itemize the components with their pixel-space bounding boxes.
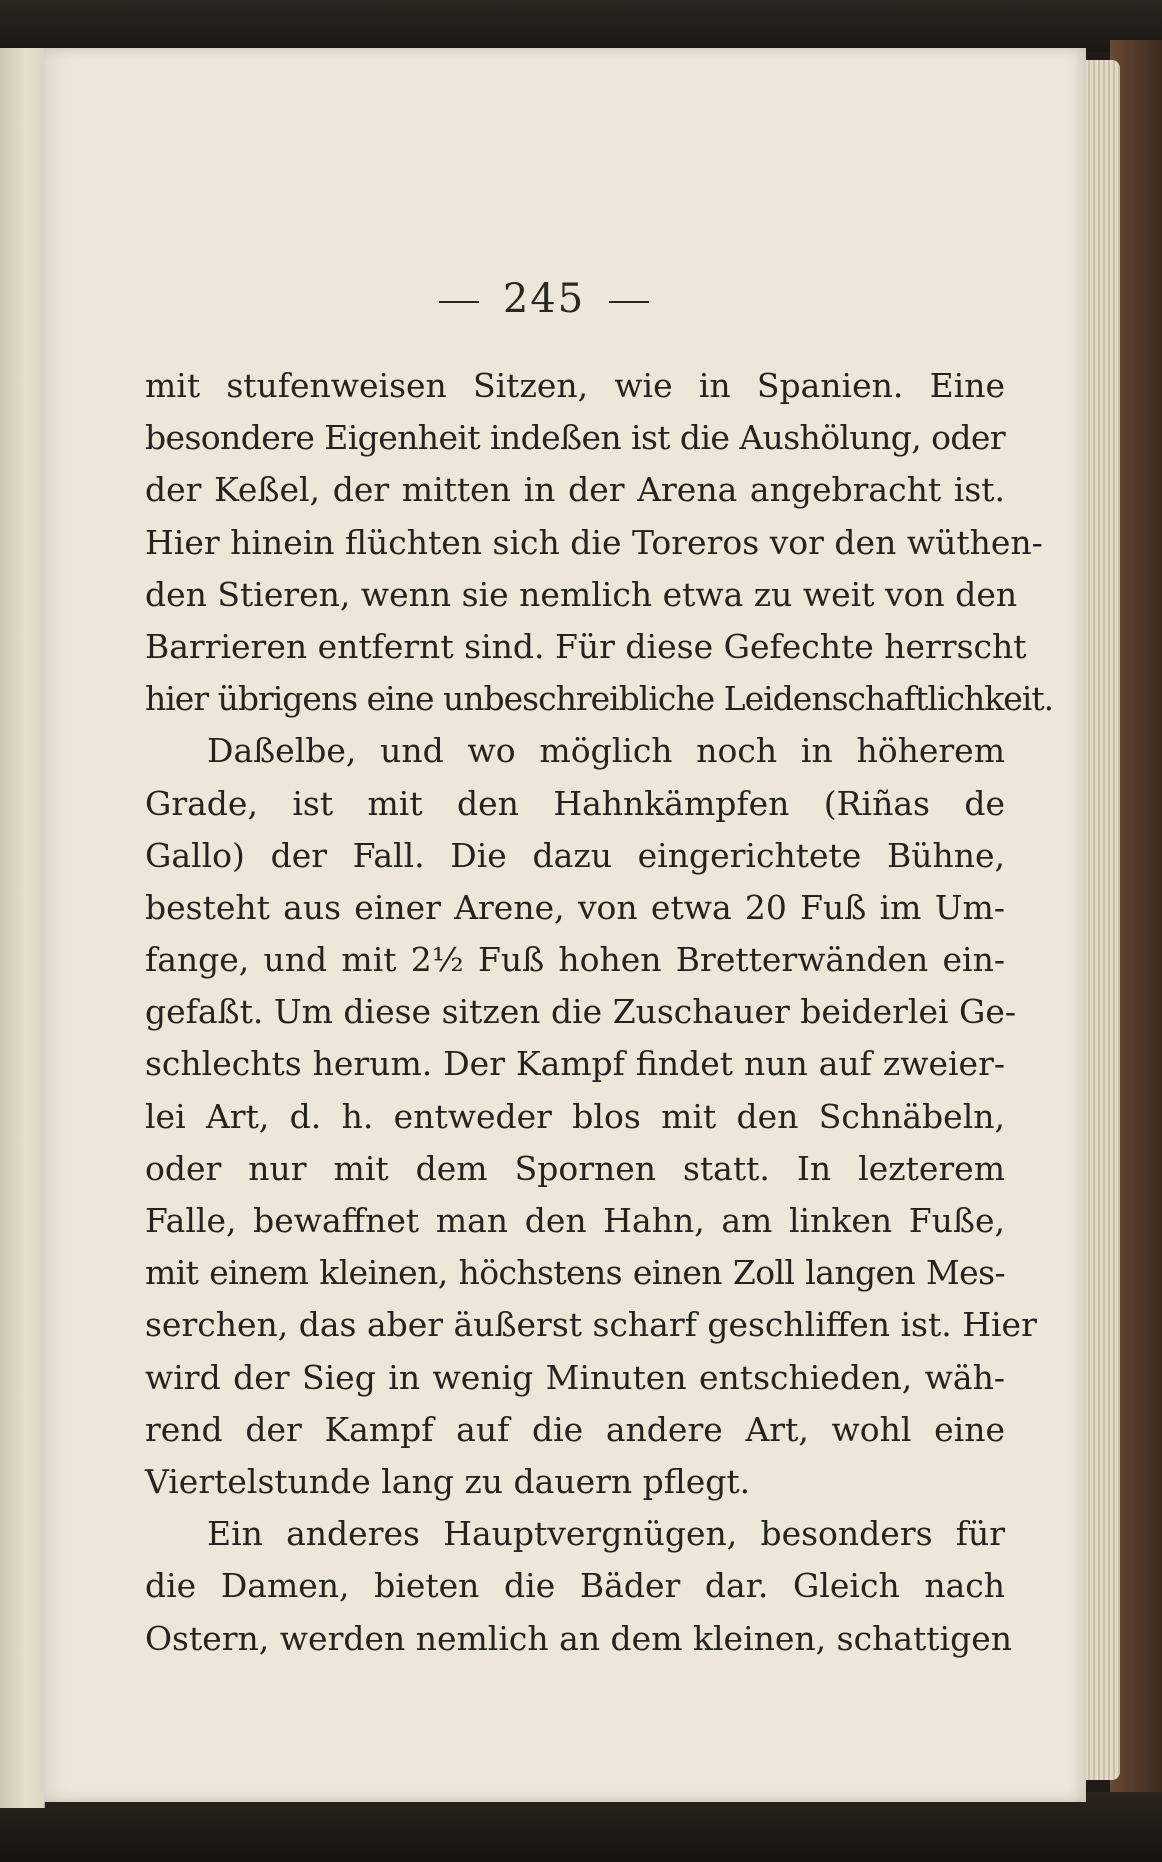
text-line: mit einem kleinen, höchstens einen Zoll langen Mes-	[145, 1253, 1005, 1293]
page-number-text: 245	[502, 276, 586, 322]
text-line: wird der Sieg in wenig Minuten entschieden, wäh-	[145, 1357, 1005, 1397]
book-cover-bottom	[0, 1792, 1162, 1862]
page-body-text	[145, 360, 1054, 1665]
text-line: Hier hinein flüchten sich die Toreros vor den wüthen-	[145, 522, 1043, 562]
book-page	[44, 48, 1086, 1802]
text-line: oder nur mit dem Spornen statt. In lezterem	[145, 1148, 1005, 1188]
text-line: den Stieren, wenn sie nemlich etwa zu weit von den	[145, 574, 1018, 614]
text-line: Ein anderes Hauptvergnügen, besonders für	[207, 1514, 1005, 1554]
text-line: besondere Eigenheit indeßen ist die Aushölung, oder	[145, 418, 1005, 458]
text-line: fange, und mit 2½ Fuß hohen Bretterwänden ein-	[145, 940, 1005, 980]
folio-dash-left	[439, 301, 479, 303]
text-line: hier übrigens eine unbeschreibliche Leidenschaftlichkeit.	[145, 679, 1054, 719]
previous-page-edge	[0, 48, 45, 1808]
text-line: serchen, das aber äußerst scharf geschliffen ist. Hier	[145, 1305, 1037, 1345]
text-line: schlechts herum. Der Kampf findet nun auf zweier-	[145, 1044, 1005, 1084]
text-line: mit stufenweisen Sitzen, wie in Spanien. Eine	[145, 366, 1005, 405]
text-line: Viertelstunde lang zu dauern pflegt.	[145, 1461, 751, 1501]
text-line: Ostern, werden nemlich an dem kleinen, schattigen	[145, 1618, 1012, 1658]
text-line: Grade, ist mit den Hahnkämpfen (Riñas de	[145, 783, 1005, 823]
text-line: die Damen, bieten die Bäder dar. Gleich nach	[145, 1566, 1005, 1606]
text-line: rend der Kampf auf die andere Art, wohl eine	[145, 1409, 1005, 1449]
text-line: Daßelbe, und wo möglich noch in höherem	[207, 731, 1005, 771]
page-number	[44, 276, 1044, 322]
text-line: der Keßel, der mitten in der Arena angebracht ist.	[145, 470, 1005, 510]
text-line: gefaßt. Um diese sitzen die Zuschauer beiderlei Ge-	[145, 992, 1017, 1032]
text-line: Gallo) der Fall. Die dazu eingerichtete Bühne,	[145, 835, 1005, 875]
folio-dash-right	[609, 301, 649, 303]
text-line: besteht aus einer Arene, von etwa 20 Fuß im Um-	[145, 887, 1005, 927]
book-cover-top	[0, 0, 1162, 52]
text-line: Barrieren entfernt sind. Für diese Gefechte herrscht	[145, 626, 1027, 666]
text-line: Falle, bewaffnet man den Hahn, am linken Fuße,	[145, 1201, 1005, 1240]
text-line: lei Art, d. h. entweder blos mit den Schnäbeln,	[145, 1096, 1005, 1136]
